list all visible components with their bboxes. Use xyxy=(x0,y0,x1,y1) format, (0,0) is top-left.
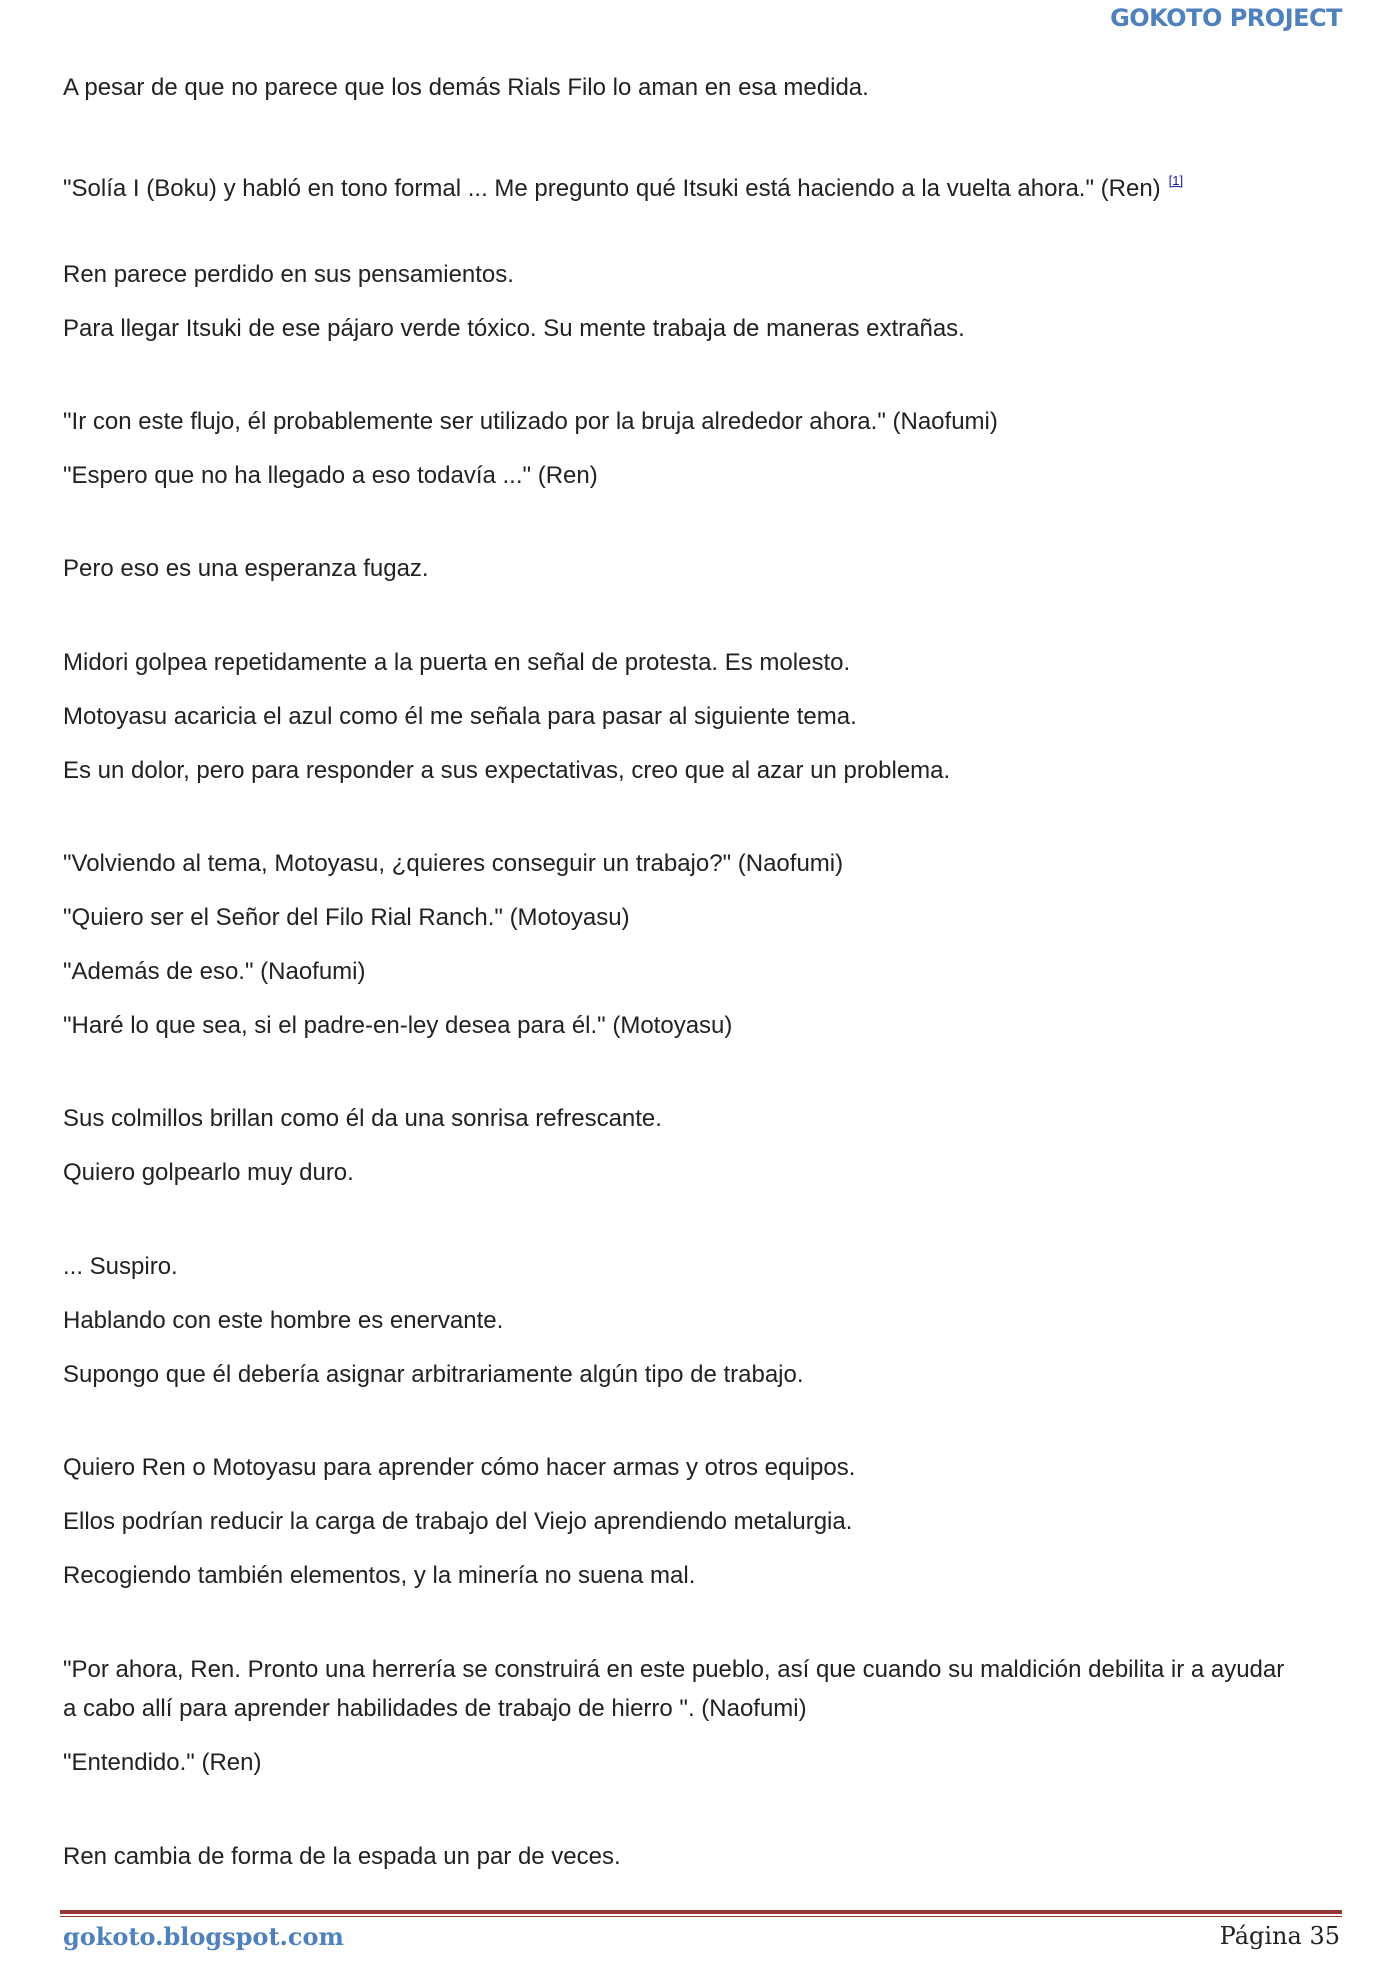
paragraph: "Espero que no ha llegado a eso todavía ..." (Ren) xyxy=(63,462,598,489)
paragraph: Motoyasu acaricia el azul como él me señala para pasar al siguiente tema. xyxy=(63,703,857,730)
paragraph: "Haré lo que sea, si el padre-en-ley desea para él." (Motoyasu) xyxy=(63,1012,733,1039)
paragraph: Para llegar Itsuki de ese pájaro verde tóxico. Su mente trabaja de maneras extrañas. xyxy=(63,315,965,342)
paragraph: "Volviendo al tema, Motoyasu, ¿quieres conseguir un trabajo?" (Naofumi) xyxy=(63,850,844,877)
paragraph: A pesar de que no parece que los demás Rials Filo lo aman en esa medida. xyxy=(63,74,869,101)
paragraph: a cabo allí para aprender habilidades de trabajo de hierro ". (Naofumi) xyxy=(63,1695,807,1722)
paragraph: Ren cambia de forma de la espada un par de veces. xyxy=(63,1843,621,1870)
paragraph-text: "Solía I (Boku) y habló en tono formal ... Me pregunto qué Itsuki está haciendo a la vuelta ahora." (Ren) xyxy=(63,175,1161,202)
footnote-link[interactable]: [1] xyxy=(1168,173,1184,188)
paragraph: Quiero golpearlo muy duro. xyxy=(63,1159,354,1186)
paragraph: Es un dolor, pero para responder a sus expectativas, creo que al azar un problema. xyxy=(63,757,951,784)
paragraph: Ren parece perdido en sus pensamientos. xyxy=(63,261,514,288)
paragraph: Supongo que él debería asignar arbitrariamente algún tipo de trabajo. xyxy=(63,1361,804,1388)
paragraph: "Además de eso." (Naofumi) xyxy=(63,958,366,985)
paragraph: "Quiero ser el Señor del Filo Rial Ranch." (Motoyasu) xyxy=(63,904,630,931)
footer-site-link[interactable]: gokoto.blogspot.com xyxy=(63,1922,344,1951)
paragraph: "Por ahora, Ren. Pronto una herrería se construirá en este pueblo, así que cuando su maldición debilita ir a ayudar xyxy=(63,1656,1285,1683)
paragraph: Ellos podrían reducir la carga de trabajo del Viejo aprendiendo metalurgia. xyxy=(63,1508,853,1535)
paragraph: Quiero Ren o Motoyasu para aprender cómo hacer armas y otros equipos. xyxy=(63,1454,856,1481)
paragraph: ... Suspiro. xyxy=(63,1253,178,1280)
paragraph: Hablando con este hombre es enervante. xyxy=(63,1307,504,1334)
paragraph: Midori golpea repetidamente a la puerta en señal de protesta. Es molesto. xyxy=(63,649,851,676)
footer-divider-thin xyxy=(60,1916,1342,1917)
paragraph: Recogiendo también elementos, y la minería no suena mal. xyxy=(63,1562,696,1589)
paragraph: Pero eso es una esperanza fugaz. xyxy=(63,555,429,582)
paragraph: "Ir con este flujo, él probablemente ser utilizado por la bruja alrededor ahora." (Naofumi) xyxy=(63,408,998,435)
paragraph: "Entendido." (Ren) xyxy=(63,1749,262,1776)
page-number: Página 35 xyxy=(1219,1922,1340,1950)
header-brand: GOKOTO PROJECT xyxy=(1110,4,1342,32)
paragraph-with-footnote xyxy=(63,166,1183,204)
footer-divider xyxy=(60,1910,1342,1914)
paragraph: Sus colmillos brillan como él da una sonrisa refrescante. xyxy=(63,1105,662,1132)
